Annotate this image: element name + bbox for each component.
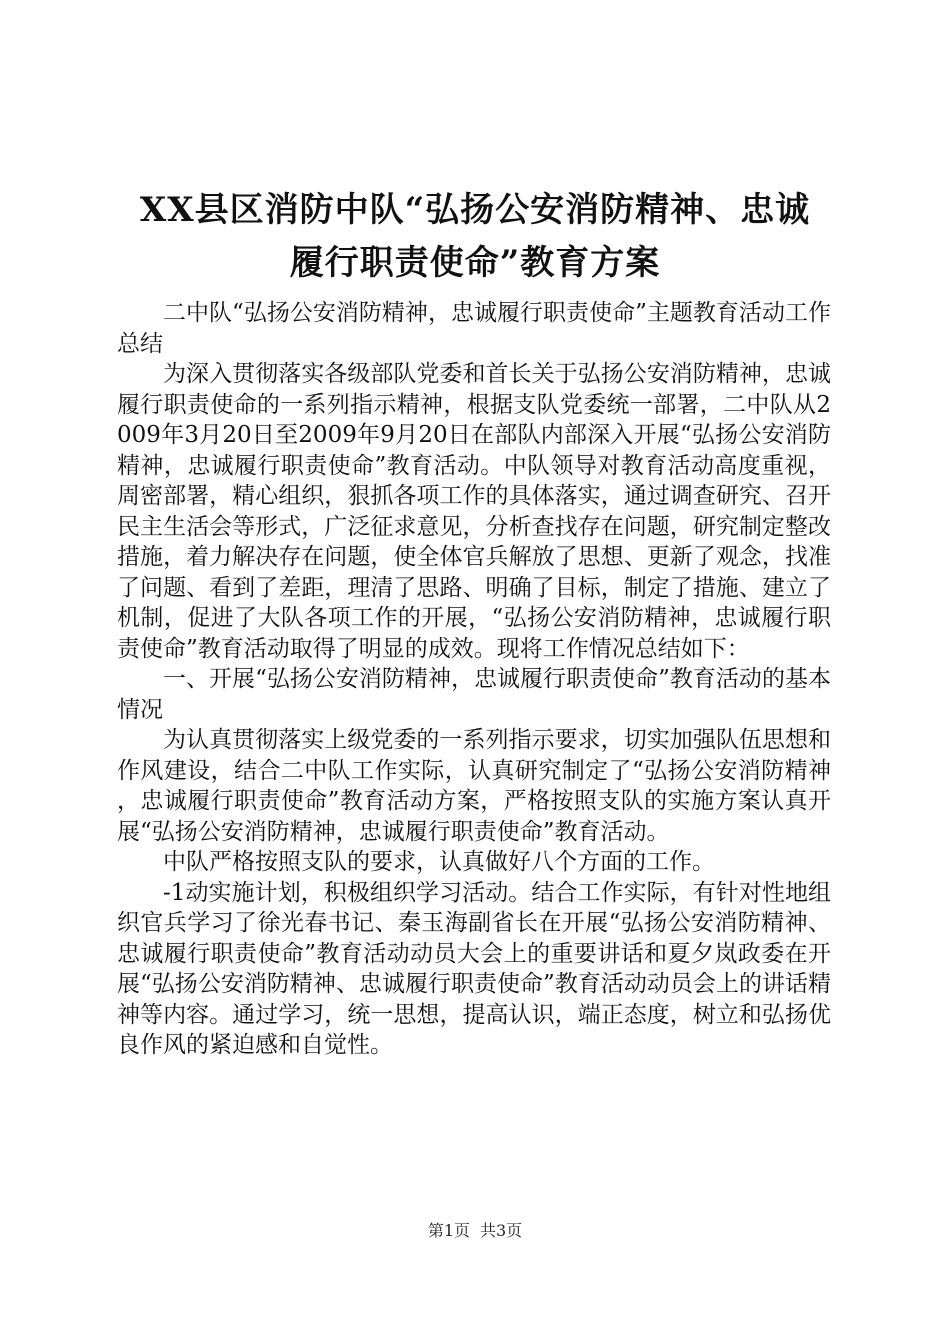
document-body xyxy=(117,298,831,1061)
paragraph-section-body: 为认真贯彻落实上级党委的一系列指示要求，切实加强队伍思想和作风建设，结合二中队工作实际，认真研究制定了“弘扬公安消防精神，忠诚履行职责使命”教育活动方案，严格按照支队的实施方案认真开展“弘扬公安消防精神，忠诚履行职责使命”教育活动。 xyxy=(117,727,831,845)
paragraph-study-activities: -1动实施计划，积极组织学习活动。结合工作实际，有针对性地组织官兵学习了徐光春书记、秦玉海副省长在开展“弘扬公安消防精神、忠诚履行职责使命”教育活动动员大会上的重要讲话和夏夕岚政委在开展“弘扬公安消防精神、忠诚履行职责使命”教育活动动员会上的讲话精神等内容。通过学习，统一思想，提高认识，端正态度，树立和弘扬优良作风的紧迫感和自觉性。 xyxy=(117,879,831,1058)
page-number-current: 第1页 xyxy=(427,1221,470,1240)
page-footer xyxy=(0,1218,950,1241)
paragraph-intro: 为深入贯彻落实各级部队党委和首长关于弘扬公安消防精神，忠诚履行职责使命的一系列指示精神，根据支队党委统一部署，二中队从2009年3月20日至2009年9月20日在部队内部深入开展“弘扬公安消防精神，忠诚履行职责使命”教育活动。中队领导对教育活动高度重视，周密部署，精心组织，狠抓各项工作的具体落实，通过调查研究、召开民主生活会等形式，广泛征求意见，分析查找存在问题，研究制定整改措施，着力解决存在问题，使全体官兵解放了思想、更新了观念，找准了问题、看到了差距，理清了思路、明确了目标，制定了措施、建立了机制，促进了大队各项工作的开展，“弘扬公安消防精神，忠诚履行职责使命”教育活动取得了明显的成效。现将工作情况总结如下： xyxy=(117,361,831,662)
paragraph-eight-aspects: 中队严格按照支队的要求，认真做好八个方面的工作。 xyxy=(163,849,715,875)
paragraph-section-heading: 一、开展“弘扬公安消防精神，忠诚履行职责使命”教育活动的基本情况 xyxy=(117,666,831,723)
page-number-total: 共3页 xyxy=(480,1221,523,1240)
document-title-line-1: XX县区消防中队“弘扬公安消防精神、忠诚 xyxy=(139,190,811,230)
document-title-line-2: 履行职责使命”教育方案 xyxy=(289,243,661,283)
paragraph-subtitle: 二中队“弘扬公安消防精神，忠诚履行职责使命”主题教育活动工作总结 xyxy=(117,300,831,357)
